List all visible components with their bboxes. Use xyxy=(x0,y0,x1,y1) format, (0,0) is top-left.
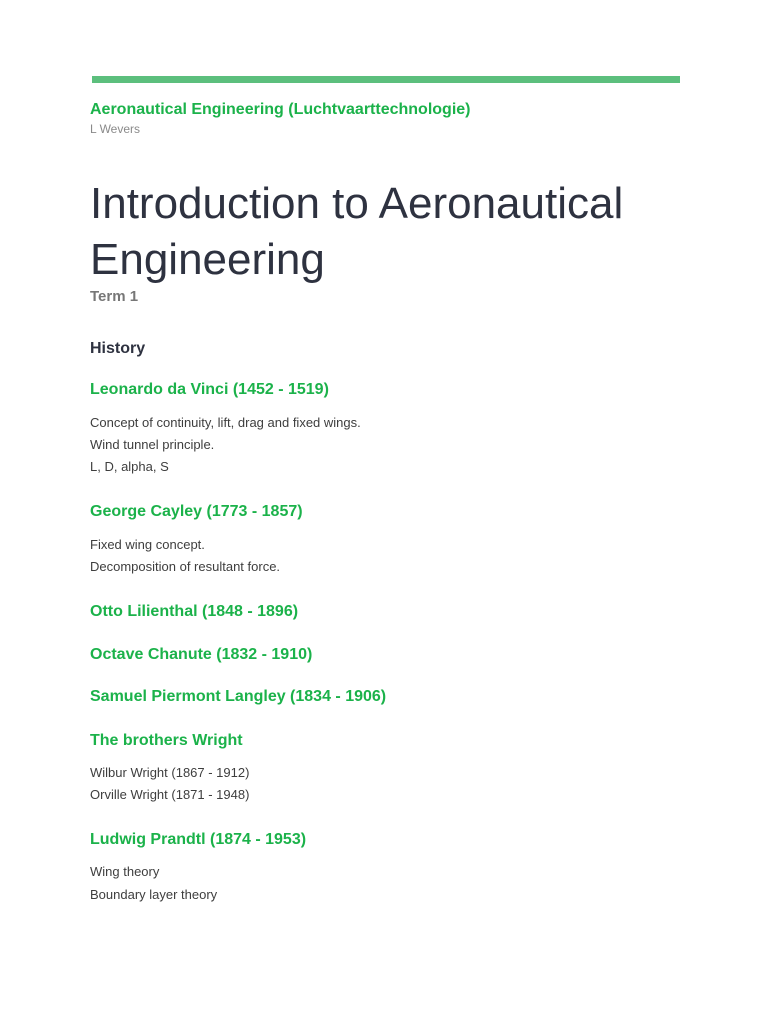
entry-note: L, D, alpha, S xyxy=(90,459,169,474)
entry-note: Fixed wing concept. xyxy=(90,537,205,552)
entry-note: Wilbur Wright (1867 - 1912) xyxy=(90,765,250,780)
document-title: Introduction to Aeronautical Engineering xyxy=(90,179,624,284)
term-label: Term 1 xyxy=(90,288,139,305)
entry-heading: Octave Chanute (1832 - 1910) xyxy=(90,646,313,663)
entry-note: Wing theory xyxy=(90,864,160,879)
entry-note: Concept of continuity, lift, drag and fixed wings. xyxy=(90,415,361,430)
entry-heading: Otto Lilienthal (1848 - 1896) xyxy=(90,603,299,620)
entry-heading: George Cayley (1773 - 1857) xyxy=(90,503,303,520)
author-name: L Wevers xyxy=(90,122,141,136)
course-title: Aeronautical Engineering (Luchtvaarttechnologie) xyxy=(90,101,471,118)
entry-note: Wind tunnel principle. xyxy=(90,437,215,452)
entry-note: Decomposition of resultant force. xyxy=(90,559,281,574)
entry-heading: Leonardo da Vinci (1452 - 1519) xyxy=(90,381,329,398)
entry-note: Orville Wright (1871 - 1948) xyxy=(90,787,250,802)
entry-heading: The brothers Wright xyxy=(90,732,243,749)
top-accent-rule xyxy=(92,76,680,83)
entry-note: Boundary layer theory xyxy=(90,887,218,902)
section-heading-history: History xyxy=(90,340,146,357)
entry-heading: Ludwig Prandtl (1874 - 1953) xyxy=(90,831,307,848)
entry-heading: Samuel Piermont Langley (1834 - 1906) xyxy=(90,688,387,705)
